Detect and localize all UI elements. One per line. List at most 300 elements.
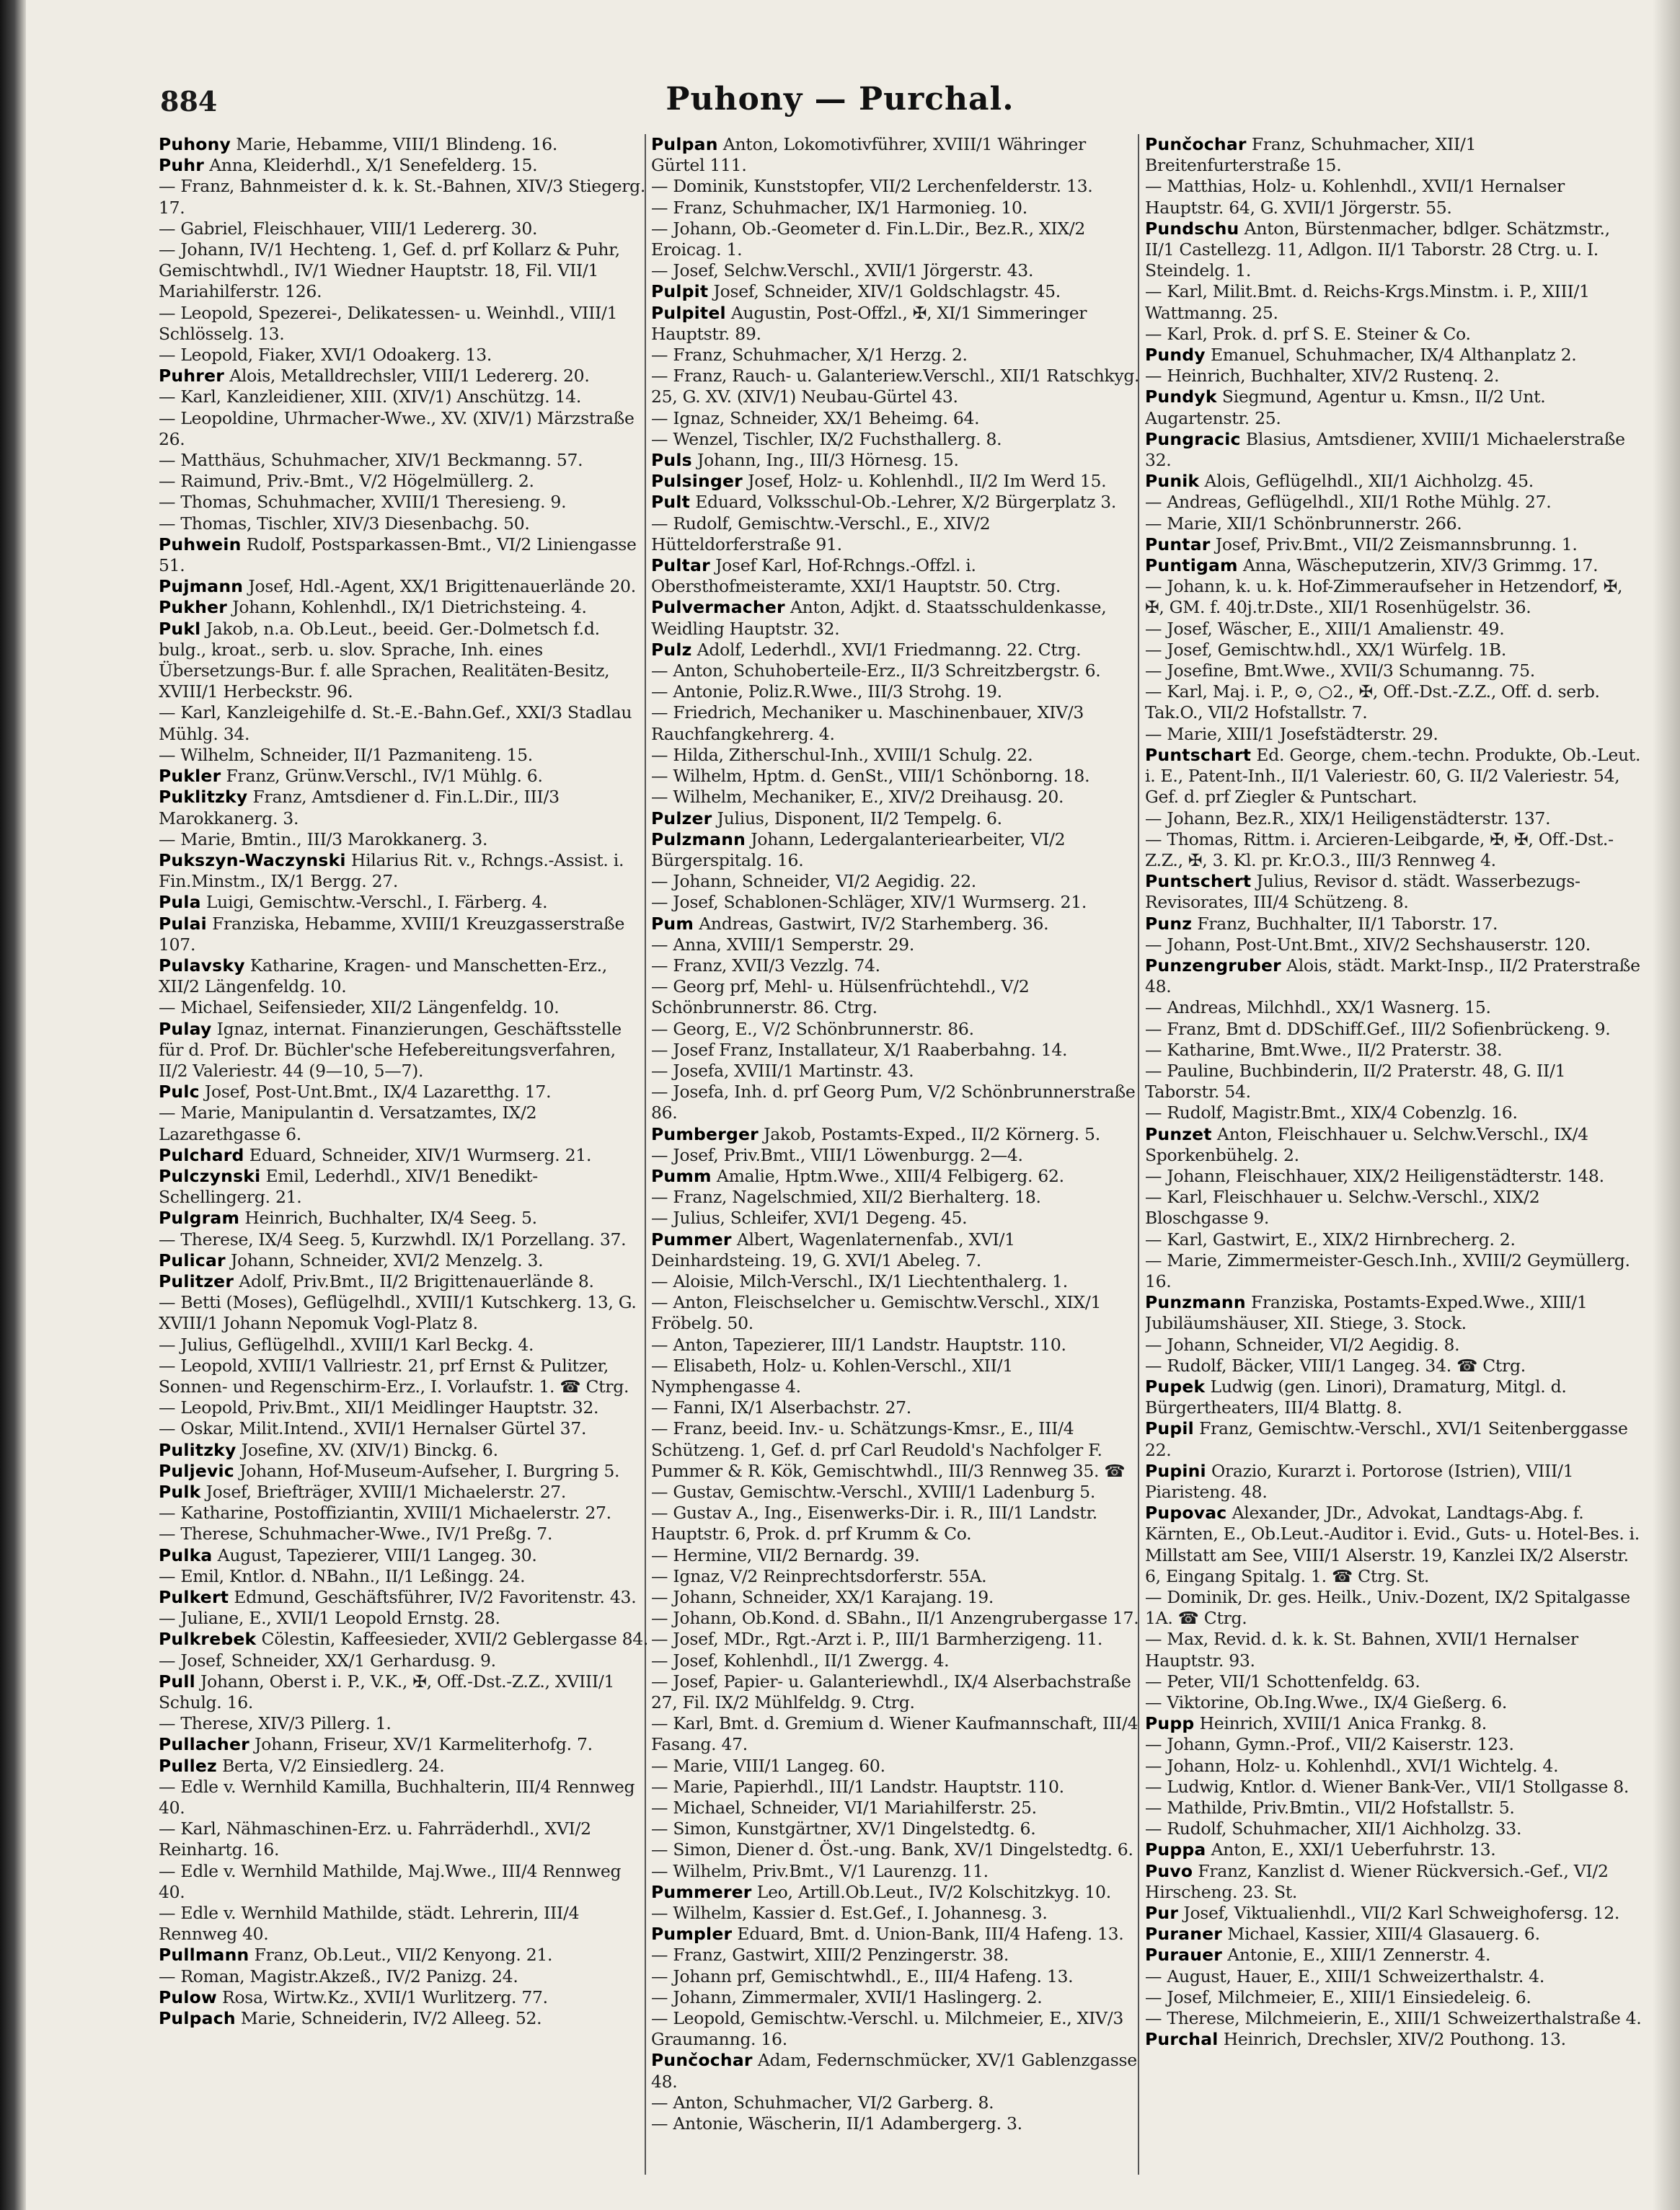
- entry-details: Albert, Wagenlaternenfab., XVI/1 Deinhardsteing. 19, G. XVI/1 Abeleg. 7.: [651, 1229, 1015, 1270]
- directory-entry: [651, 976, 1141, 1018]
- entry-details: Franz, Ob.Leut., VII/2 Kenyong. 21.: [254, 1945, 553, 1966]
- directory-entry: [1145, 1839, 1643, 1860]
- entry-details: Johann, Ing., III/3 Hörnesg. 15.: [697, 450, 959, 471]
- directory-entry: [159, 892, 649, 913]
- directory-entry: [1145, 366, 1643, 386]
- directory-entry: [159, 1250, 649, 1271]
- directory-entry: [1145, 997, 1643, 1018]
- entry-details: — Josefa, XVIII/1 Martinstr. 43.: [651, 1060, 914, 1081]
- directory-entry: [1145, 513, 1643, 534]
- entry-surname: Pulay: [159, 1018, 212, 1039]
- directory-entry: [1145, 1945, 1643, 1966]
- directory-entry: [159, 471, 649, 492]
- entry-details: — Katharine, Bmt.Wwe., II/2 Praterstr. 38.: [1145, 1039, 1503, 1060]
- entry-surname: Pulz: [651, 639, 692, 660]
- directory-entry: [651, 871, 1141, 892]
- entry-surname: Pulvermacher: [651, 597, 785, 618]
- entry-details: — Simon, Diener d. Öst.-ung. Bank, XV/1 Dingelstedtg. 6.: [651, 1839, 1133, 1860]
- entry-details: — Rudolf, Bäcker, VIII/1 Langeg. 34. ☎ Ctrg.: [1145, 1355, 1526, 1376]
- directory-entry: [159, 1524, 649, 1544]
- entry-details: Eduard, Bmt. d. Union-Bank, III/4 Hafeng. 13.: [737, 1924, 1124, 1945]
- directory-entry: [1145, 1376, 1643, 1418]
- entry-details: Katharine, Kragen- und Manschetten-Erz., XII/2 Längenfeldg. 10.: [159, 955, 607, 997]
- column-1: [159, 134, 649, 2189]
- entry-details: — Rudolf, Schuhmacher, XII/1 Aichholzg. 33.: [1145, 1818, 1522, 1839]
- directory-entry: [651, 1903, 1141, 1924]
- directory-entry: [651, 1629, 1141, 1650]
- entry-details: Franz, Schuhmacher, XII/1 Breitenfurterstraße 15.: [1145, 134, 1477, 176]
- entry-details: — Josef, Milchmeier, E., XIII/1 Einsiedeleig. 6.: [1145, 1986, 1531, 2007]
- entry-details: — Marie, VIII/1 Langeg. 60.: [651, 1755, 885, 1776]
- directory-entry: [1145, 1250, 1643, 1292]
- entry-details: — Thomas, Tischler, XIV/3 Diesenbachg. 50.: [159, 513, 530, 534]
- entry-details: — Johann, k. u. k. Hof-Zimmeraufseher in Hetzendorf, ✠, ✠, GM. f. 40j.tr.Dste., XII/1 Rosenhügelstr. 36.: [1145, 576, 1623, 618]
- directory-entry: [1145, 660, 1643, 681]
- entry-surname: Purchal: [1145, 2029, 1219, 2050]
- entry-details: — Edle v. Wernhild Kamilla, Buchhalterin, III/4 Rennweg 40.: [159, 1776, 635, 1818]
- directory-entry: [651, 1397, 1141, 1418]
- directory-entry: [651, 281, 1141, 302]
- entry-surname: Puhrer: [159, 366, 225, 386]
- directory-entry: [159, 408, 649, 450]
- entry-details: — Fanni, IX/1 Alserbachstr. 27.: [651, 1397, 911, 1418]
- directory-entry: [159, 1482, 649, 1503]
- entry-details: — Dominik, Kunststopfer, VII/2 Lerchenfelderstr. 13.: [651, 176, 1093, 197]
- directory-entry: [159, 1608, 649, 1629]
- entry-details: — Oskar, Milit.Intend., XVII/1 Hernalser Gürtel 37.: [159, 1418, 587, 1439]
- entry-details: — Karl, Gastwirt, E., XIX/2 Hirnbrecherg. 2.: [1145, 1229, 1516, 1250]
- entry-details: Edmund, Geschäftsführer, IV/2 Favoritenstr. 43.: [234, 1587, 637, 1608]
- entry-details: Jakob, Postamts-Exped., II/2 Körnerg. 5.: [764, 1123, 1100, 1144]
- entry-surname: Pulpitel: [651, 302, 726, 323]
- directory-entry: [159, 619, 649, 703]
- directory-entry: [651, 1608, 1141, 1629]
- entry-details: Julius, Revisor d. städt. Wasserbezugs-Revisorates, III/4 Schützeng. 8.: [1145, 871, 1580, 913]
- entry-surname: Pulsinger: [651, 471, 743, 492]
- directory-entry: [1145, 1124, 1643, 1166]
- entry-surname: Pummerer: [651, 1881, 752, 1902]
- entry-details: — Johann, Post-Unt.Bmt., XIV/2 Sechshauserstr. 120.: [1145, 934, 1591, 955]
- entry-details: Johann, Ledergalanteriearbeiter, VI/2 Bürgerspitalg. 16.: [651, 828, 1066, 870]
- entry-details: — Juliane, E., XVII/1 Leopold Ernstg. 28.: [159, 1608, 500, 1629]
- page-edge-shadow: [1653, 0, 1680, 2210]
- entry-details: — Thomas, Schuhmacher, XVIII/1 Theresieng. 9.: [159, 492, 567, 513]
- entry-details: — Josef, Wäscher, E., XIII/1 Amalienstr. 49.: [1145, 618, 1505, 639]
- directory-entry: [159, 1545, 649, 1566]
- entry-details: Ed. George, chem.-techn. Produkte, Ob.-Leut. i. E., Patent-Inh., II/1 Valeriestr. 60, G. II/2 Valeriestr. 54, Gef. d. prf Ziegler & Puntschart.: [1145, 744, 1641, 808]
- directory-entry: [651, 1966, 1141, 1987]
- entry-details: — Marie, XIII/1 Josefstädterstr. 29.: [1145, 723, 1438, 744]
- entry-details: — Therese, Milchmeierin, E., XIII/1 Schweizerthalstraße 4.: [1145, 2008, 1642, 2029]
- directory-entry: [1145, 134, 1643, 176]
- page-number: 884: [160, 85, 218, 118]
- entry-details: — Simon, Kunstgärtner, XV/1 Dingelstedtg. 6.: [651, 1818, 1036, 1839]
- entry-details: — Johann, Bez.R., XIX/1 Heiligenstädterstr. 137.: [1145, 808, 1551, 828]
- entry-details: — Ludwig, Kntlor. d. Wiener Bank-Ver., VII/1 Stollgasse 8.: [1145, 1776, 1630, 1797]
- entry-details: — Johann, Fleischhauer, XIX/2 Heiligenstädterstr. 148.: [1145, 1165, 1604, 1186]
- directory-entry: [1145, 1987, 1643, 2008]
- entry-surname: Puraner: [1145, 1924, 1223, 1945]
- directory-entry: [651, 2113, 1141, 2134]
- directory-entry: [159, 914, 649, 955]
- entry-details: — Andreas, Geflügelhdl., XII/1 Rothe Mühlg. 27.: [1145, 492, 1552, 513]
- scan-binding-edge: [0, 0, 26, 2210]
- directory-entry: [159, 1903, 649, 1945]
- entry-surname: Pupovac: [1145, 1503, 1227, 1524]
- directory-entry: [1145, 471, 1643, 492]
- directory-entry: [1145, 1019, 1643, 1040]
- entry-details: Ignaz, internat. Finanzierungen, Geschäftsstelle für d. Prof. Dr. Büchler'sche Hefebereitungsverfahren, II/2 Valeriestr. 44 (9—10, 5—7).: [159, 1018, 622, 1081]
- entry-surname: Punik: [1145, 471, 1200, 492]
- entry-surname: Puntigam: [1145, 555, 1238, 576]
- directory-entry: [159, 1734, 649, 1755]
- entry-details: — Anton, Tapezierer, III/1 Landstr. Hauptstr. 110.: [651, 1334, 1066, 1355]
- directory-entry: [159, 492, 649, 513]
- entry-details: — Michael, Schneider, VI/1 Mariahilferstr. 25.: [651, 1798, 1037, 1818]
- directory-entry: [651, 1818, 1141, 1839]
- directory-entry: [159, 745, 649, 766]
- entry-details: — Georg prf, Mehl- u. Hülsenfrüchtehdl., V/2 Schönbrunnerstr. 86. Ctrg.: [651, 976, 1030, 1018]
- entry-surname: Pundyk: [1145, 386, 1217, 407]
- entry-details: — Emil, Kntlor. d. NBahn., II/1 Leßingg. 24.: [159, 1565, 526, 1586]
- directory-entry: [651, 1713, 1141, 1755]
- directory-entry: [651, 934, 1141, 955]
- entry-details: — Franz, Schuhmacher, X/1 Herzg. 2.: [651, 345, 968, 366]
- entry-details: — Karl, Fleischhauer u. Selchw.-Verschl., XIX/2 Bloschgasse 9.: [1145, 1187, 1540, 1229]
- entry-surname: Pulpan: [651, 134, 718, 154]
- directory-entry: [651, 492, 1141, 513]
- directory-entry: [1145, 281, 1643, 323]
- directory-entry: [159, 1503, 649, 1524]
- directory-entry: [159, 134, 649, 155]
- entry-surname: Pumm: [651, 1165, 712, 1186]
- entry-details: — Franz, beeid. Inv.- u. Schätzungs-Kmsr., E., III/4 Schützeng. 1, Gef. d. prf Carl Reudold's Nachfolger F. Pummer & R. Kök, Gemischtwhdl., III/3 Rennweg 35. ☎: [651, 1418, 1126, 1481]
- directory-entry: [159, 787, 649, 828]
- directory-entry: [651, 1861, 1141, 1882]
- entry-details: — Ignaz, Schneider, XX/1 Beheimg. 64.: [651, 407, 980, 428]
- entry-details: — Anton, Schuhmacher, VI/2 Garberg. 8.: [651, 2092, 994, 2113]
- entry-details: — Johann, Holz- u. Kohlenhdl., XVI/1 Wichtelg. 4.: [1145, 1755, 1559, 1776]
- entry-surname: Puntschert: [1145, 871, 1252, 892]
- entry-details: Johann, Friseur, XV/1 Karmeliterhofg. 7.: [255, 1734, 593, 1755]
- directory-entry: [651, 1418, 1141, 1482]
- entry-surname: Punzmann: [1145, 1292, 1246, 1313]
- directory-entry: [159, 1019, 649, 1082]
- directory-entry: [1145, 934, 1643, 955]
- entry-details: Josef, Schneider, XIV/1 Goldschlagstr. 45.: [713, 281, 1061, 302]
- directory-entry: [1145, 871, 1643, 913]
- entry-details: — Josef, MDr., Rgt.-Arzt i. P., III/1 Barmherzigeng. 11.: [651, 1629, 1103, 1650]
- entry-details: — Wilhelm, Mechaniker, E., XIV/2 Dreihausg. 20.: [651, 787, 1064, 808]
- directory-entry: [1145, 1461, 1643, 1503]
- entry-surname: Pulicar: [159, 1250, 226, 1270]
- entry-details: — Matthäus, Schuhmacher, XIV/1 Beckmanng. 57.: [159, 450, 583, 471]
- directory-entry: [1145, 829, 1643, 871]
- entry-surname: Pupil: [1145, 1418, 1194, 1439]
- directory-entry: [159, 1861, 649, 1903]
- entry-details: Eduard, Schneider, XIV/1 Wurmserg. 21.: [249, 1144, 592, 1165]
- entry-details: — Elisabeth, Holz- u. Kohlen-Verschl., XII/1 Nymphengasse 4.: [651, 1355, 1013, 1397]
- entry-surname: Puntar: [1145, 534, 1211, 554]
- entry-details: — Thomas, Rittm. i. Arcieren-Leibgarde, ✠, ✠, Off.-Dst.-Z.Z., ✠, 3. Kl. pr. Kr.O.3., III/3 Rennweg 4.: [1145, 828, 1614, 870]
- directory-entry: [159, 345, 649, 366]
- entry-details: — Franz, XVII/3 Vezzlg. 74.: [651, 955, 880, 976]
- directory-entry: [159, 1145, 649, 1166]
- entry-details: Heinrich, Drechsler, XIV/2 Pouthong. 13.: [1223, 2029, 1566, 2050]
- entry-details: Marie, Hebamme, VIII/1 Blindeng. 16.: [236, 134, 558, 154]
- directory-entry: [159, 1945, 649, 1966]
- directory-entry: [1145, 808, 1643, 829]
- entry-details: Andreas, Gastwirt, IV/2 Starhemberg. 36.: [699, 913, 1049, 934]
- entry-details: — Josef Franz, Installateur, X/1 Raaberbahng. 14.: [651, 1039, 1068, 1060]
- directory-entry: [1145, 2008, 1643, 2029]
- directory-entry: [159, 1271, 649, 1292]
- directory-entry: [651, 429, 1141, 450]
- directory-entry: [651, 892, 1141, 913]
- directory-entry: [159, 1397, 649, 1418]
- entry-details: — Heinrich, Buchhalter, XIV/2 Rustenq. 2.: [1145, 366, 1500, 386]
- entry-details: — Therese, Schuhmacher-Wwe., IV/1 Preßg. 7.: [159, 1524, 553, 1544]
- entry-details: — Hermine, VII/2 Bernardg. 39.: [651, 1544, 920, 1565]
- directory-entry: [1145, 176, 1643, 218]
- directory-entry: [651, 134, 1141, 176]
- entry-details: Franziska, Postamts-Exped.Wwe., XIII/1 Jubiläumshäuser, XII. Stiege, 3. Stock.: [1145, 1292, 1588, 1334]
- entry-details: — Franz, Gastwirt, XIII/2 Penzingerstr. 38.: [651, 1945, 1009, 1966]
- entry-surname: Pulkert: [159, 1587, 229, 1608]
- entry-surname: Pukler: [159, 766, 221, 787]
- entry-details: — August, Hauer, E., XIII/1 Schweizerthalstr. 4.: [1145, 1966, 1544, 1986]
- entry-details: Franz, Kanzlist d. Wiener Rückversich.-Gef., VI/2 Hirscheng. 23. St.: [1145, 1860, 1609, 1902]
- entry-details: — Karl, Kanzleidiener, XIII. (XIV/1) Anschützg. 14.: [159, 386, 582, 407]
- entry-details: Julius, Disponent, II/2 Tempelg. 6.: [717, 808, 1002, 828]
- entry-details: Josef, Briefträger, XVIII/1 Michaelerstr. 27.: [205, 1482, 567, 1502]
- entry-details: — Therese, IX/4 Seeg. 5, Kurzwhdl. IX/1 Porzellang. 37.: [159, 1229, 627, 1250]
- entry-details: — Rudolf, Gemischtw.-Verschl., E., XIV/2 Hütteldorferstraße 91.: [651, 513, 991, 554]
- entry-surname: Pundy: [1145, 345, 1206, 366]
- directory-entry: [1145, 1671, 1643, 1692]
- entry-surname: Pur: [1145, 1903, 1179, 1924]
- entry-details: — Johann, Schneider, VI/2 Aegidig. 8.: [1145, 1334, 1460, 1355]
- entry-details: Johann, Kohlenhdl., IX/1 Dietrichsteing. 4.: [232, 597, 587, 618]
- entry-surname: Punčochar: [1145, 134, 1247, 154]
- entry-surname: Pundschu: [1145, 218, 1239, 239]
- directory-entry: [651, 2050, 1141, 2092]
- entry-surname: Puhwein: [159, 534, 242, 554]
- entry-details: — Franz, Rauch- u. Galanteriew.Verschl., XII/1 Ratschkyg. 25, G. XV. (XIV/1) Neubau-Gürtel 43.: [651, 366, 1140, 407]
- entry-details: — Pauline, Buchbinderin, II/2 Praterstr. 48, G. II/1 Taborstr. 54.: [1145, 1060, 1566, 1102]
- directory-entry: [159, 2008, 649, 2029]
- entry-details: — Anna, XVIII/1 Semperstr. 29.: [651, 934, 914, 955]
- directory-entry: [159, 829, 649, 850]
- entry-surname: Pulitzky: [159, 1439, 236, 1460]
- entry-surname: Pupini: [1145, 1460, 1206, 1481]
- entry-details: Josef, Priv.Bmt., VII/2 Zeismannsbrunng. 1.: [1215, 534, 1578, 554]
- directory-entry: [159, 1756, 649, 1777]
- directory-entry: [159, 1292, 649, 1334]
- directory-entry: [651, 555, 1141, 597]
- directory-entry: [159, 1335, 649, 1356]
- directory-entry: [159, 386, 649, 407]
- directory-entry: [651, 345, 1141, 366]
- directory-entry: [651, 1839, 1141, 1860]
- directory-entry: [1145, 1903, 1643, 1924]
- directory-entry: [651, 1166, 1141, 1187]
- directory-entry: [651, 1208, 1141, 1229]
- directory-entry: [1145, 576, 1643, 618]
- entry-details: Anton, Adjkt. d. Staatsschuldenkasse, Weidling Hauptstr. 32.: [651, 597, 1107, 639]
- entry-surname: Pumberger: [651, 1123, 759, 1144]
- directory-entry: [159, 1650, 649, 1671]
- directory-entry: [651, 829, 1141, 871]
- directory-entry: [651, 198, 1141, 218]
- directory-entry: [1145, 1061, 1643, 1102]
- directory-entry: [1145, 1040, 1643, 1061]
- entry-surname: Pukl: [159, 618, 201, 639]
- entry-details: — Josef, Selchw.Verschl., XVII/1 Jörgerstr. 43.: [651, 260, 1034, 281]
- directory-entry: [651, 2092, 1141, 2113]
- entry-details: — Max, Revid. d. k. k. St. Bahnen, XVII/1 Hernalser Hauptstr. 93.: [1145, 1629, 1578, 1671]
- entry-surname: Pulai: [159, 913, 207, 934]
- entry-details: Heinrich, XVIII/1 Anica Frankg. 8.: [1199, 1713, 1487, 1734]
- entry-details: — Viktorine, Ob.Ing.Wwe., IX/4 Gießerg. 6.: [1145, 1692, 1508, 1713]
- entry-details: — Karl, Milit.Bmt. d. Reichs-Krgs.Minstm. i. P., XIII/1 Wattmanng. 25.: [1145, 281, 1590, 323]
- entry-details: Marie, Schneiderin, IV/2 Alleeg. 52.: [240, 2008, 542, 2029]
- entry-surname: Pulgram: [159, 1208, 240, 1229]
- entry-details: — Leopoldine, Uhrmacher-Wwe., XV. (XIV/1) Märzstraße 26.: [159, 407, 635, 449]
- entry-details: — Johann, Ob.Kond. d. SBahn., II/1 Anzengrubergasse 17.: [651, 1608, 1139, 1629]
- entry-details: — Hilda, Zitherschul-Inh., XVIII/1 Schulg. 22.: [651, 744, 1033, 765]
- entry-surname: Pulchard: [159, 1144, 244, 1165]
- entry-details: Adolf, Priv.Bmt., II/2 Brigittenauerlände 8.: [239, 1270, 594, 1291]
- directory-entry: [651, 2008, 1141, 2050]
- directory-entry: [651, 1019, 1141, 1040]
- entry-details: Johann, Hof-Museum-Aufseher, I. Burgring 5.: [239, 1460, 620, 1481]
- entry-details: — Leopold, XVIII/1 Vallriestr. 21, prf Ernst & Pulitzer, Sonnen- und Regenschirm-Erz., I. Vorlaufstr. 1. ☎ Ctrg.: [159, 1355, 629, 1397]
- entry-details: Rosa, Wirtw.Kz., XVII/1 Wurlitzerg. 77.: [222, 1986, 548, 2007]
- entry-details: — Roman, Magistr.Akzeß., IV/2 Panizg. 24.: [159, 1966, 518, 1986]
- entry-details: — Wilhelm, Schneider, II/1 Pazmaniteng. 15.: [159, 744, 533, 765]
- entry-details: Hilarius Rit. v., Rchngs.-Assist. i. Fin.Minstm., IX/1 Bergg. 27.: [159, 849, 624, 892]
- entry-details: Emanuel, Schuhmacher, IX/4 Althanplatz 2.: [1211, 345, 1577, 366]
- entry-details: Anna, Kleiderhdl., X/1 Senefelderg. 15.: [209, 155, 538, 176]
- entry-surname: Pullmann: [159, 1945, 249, 1966]
- entry-details: — Peter, VII/1 Schottenfeldg. 63.: [1145, 1671, 1420, 1692]
- directory-entry: [159, 1461, 649, 1482]
- entry-details: — Gabriel, Fleischhauer, VIII/1 Ledererg. 30.: [159, 218, 538, 239]
- directory-entry: [651, 1124, 1141, 1145]
- entry-details: Josef, Hdl.-Agent, XX/1 Brigittenauerlände 20.: [248, 576, 636, 597]
- entry-details: Cölestin, Kaffeesieder, XVII/2 Geblergasse 84.: [261, 1629, 649, 1650]
- directory-entry: [1145, 745, 1643, 808]
- entry-details: — Franz, Bmt d. DDSchiff.Gef., III/2 Sofienbrückeng. 9.: [1145, 1018, 1611, 1039]
- entry-surname: Pulczynski: [159, 1165, 261, 1186]
- directory-entry: [159, 850, 649, 892]
- directory-entry: [1145, 1292, 1643, 1334]
- entry-surname: Pullacher: [159, 1734, 249, 1755]
- entry-surname: Pulc: [159, 1082, 200, 1102]
- entry-details: — Franz, Nagelschmied, XII/2 Bierhalterg. 18.: [651, 1187, 1041, 1208]
- directory-entry: [159, 218, 649, 239]
- entry-details: — Josef, Schneider, XX/1 Gerhardusg. 9.: [159, 1650, 496, 1671]
- entry-details: — Julius, Schleifer, XVI/1 Degeng. 45.: [651, 1208, 968, 1229]
- entry-details: — Johann, Schneider, XX/1 Karajang. 19.: [651, 1587, 994, 1608]
- entry-details: Anton, Lokomotivführer, XVIII/1 Währinger Gürtel 111.: [651, 134, 1086, 176]
- directory-entry: [1145, 1629, 1643, 1671]
- directory-entry: [159, 702, 649, 744]
- entry-details: — Johann, Zimmermaler, XVII/1 Haslingerg. 2.: [651, 1986, 1043, 2007]
- directory-entry: [1145, 1587, 1643, 1629]
- directory-entry: [1145, 1798, 1643, 1818]
- entry-surname: Pukher: [159, 597, 228, 618]
- entry-details: — Wilhelm, Kassier d. Est.Gef., I. Johannesg. 3.: [651, 1903, 1048, 1924]
- directory-entry: [651, 1650, 1141, 1671]
- directory-entry: [159, 176, 649, 218]
- directory-entry: [651, 1145, 1141, 1166]
- directory-entry: [159, 997, 649, 1018]
- entry-details: Orazio, Kurarzt i. Portorose (Istrien), VIII/1 Piaristeng. 48.: [1145, 1460, 1574, 1502]
- entry-surname: Pupp: [1145, 1713, 1195, 1734]
- entry-surname: Pult: [651, 492, 691, 513]
- directory-entry: [1145, 1924, 1643, 1945]
- directory-entry: [1145, 1503, 1643, 1587]
- directory-entry: [1145, 1713, 1643, 1734]
- entry-details: — Karl, Bmt. d. Gremium d. Wiener Kaufmannschaft, III/4 Fasang. 47.: [651, 1713, 1139, 1755]
- entry-details: Emil, Lederhdl., XIV/1 Benedikt-Schellingerg. 21.: [159, 1165, 538, 1208]
- entry-details: Antonie, E., XIII/1 Zennerstr. 4.: [1227, 1945, 1491, 1966]
- directory-entry: [651, 408, 1141, 429]
- entry-details: — Franz, Schuhmacher, IX/1 Harmonieg. 10.: [651, 197, 1027, 218]
- directory-entry: [1145, 386, 1643, 428]
- entry-details: Josef, Holz- u. Kohlenhdl., II/2 Im Werd 15.: [748, 471, 1107, 492]
- directory-entry: [1145, 1102, 1643, 1123]
- entry-details: — Wilhelm, Priv.Bmt., V/1 Laurenzg. 11.: [651, 1860, 989, 1881]
- entry-details: Josef Karl, Hof-Rchngs.-Offzl. i. Obersthofmeisteramte, XXI/1 Hauptstr. 50. Ctrg.: [651, 555, 1061, 597]
- entry-details: — Josef, Kohlenhdl., II/1 Zwergg. 4.: [651, 1650, 950, 1671]
- entry-details: Alois, Metalldrechsler, VIII/1 Ledererg. 20.: [229, 366, 590, 386]
- directory-entry: [651, 808, 1141, 829]
- directory-entry: [651, 914, 1141, 934]
- running-head: Puhony — Purchal.: [666, 81, 1014, 118]
- directory-entry: [651, 1756, 1141, 1777]
- directory-entry: [651, 1356, 1141, 1397]
- entry-details: — Leopold, Gemischtw.-Verschl. u. Milchmeier, E., XIV/3 Graumanng. 16.: [651, 2008, 1123, 2050]
- entry-surname: Purauer: [1145, 1945, 1223, 1966]
- directory-entry: [651, 513, 1141, 555]
- entry-details: Eduard, Volksschul-Ob.-Lehrer, X/2 Bürgerplatz 3.: [695, 492, 1117, 513]
- directory-entry: [159, 1356, 649, 1397]
- entry-surname: Pulk: [159, 1482, 201, 1502]
- entry-surname: Puppa: [1145, 1839, 1206, 1860]
- directory-entry: [651, 1545, 1141, 1566]
- entry-surname: Pulavsky: [159, 955, 245, 976]
- directory-entry: [1145, 619, 1643, 640]
- directory-entry: [159, 576, 649, 597]
- entry-surname: Punčochar: [651, 2050, 753, 2071]
- entry-surname: Pulitzer: [159, 1270, 234, 1291]
- entry-surname: Pulka: [159, 1544, 213, 1565]
- entry-details: — Johann, Gymn.-Prof., VII/2 Kaiserstr. 123.: [1145, 1734, 1514, 1755]
- directory-entry: [1145, 1818, 1643, 1839]
- entry-details: Johann, Oberst i. P., V.K., ✠, Off.-Dst.-Z.Z., XVIII/1 Schulg. 16.: [159, 1671, 615, 1713]
- directory-entry: [159, 303, 649, 345]
- entry-surname: Puhony: [159, 134, 231, 154]
- entry-details: Augustin, Post-Offzl., ✠, XI/1 Simmeringer Hauptstr. 89.: [651, 302, 1087, 344]
- entry-details: — Matthias, Holz- u. Kohlenhdl., XVII/1 Hernalser Hauptstr. 64, G. XVII/1 Jörgerstr. 55.: [1145, 176, 1565, 218]
- directory-entry: [159, 766, 649, 787]
- directory-entry: [159, 1166, 649, 1208]
- entry-details: — Leopold, Fiaker, XVI/1 Odoakerg. 13.: [159, 345, 492, 366]
- entry-surname: Pulow: [159, 1986, 217, 2007]
